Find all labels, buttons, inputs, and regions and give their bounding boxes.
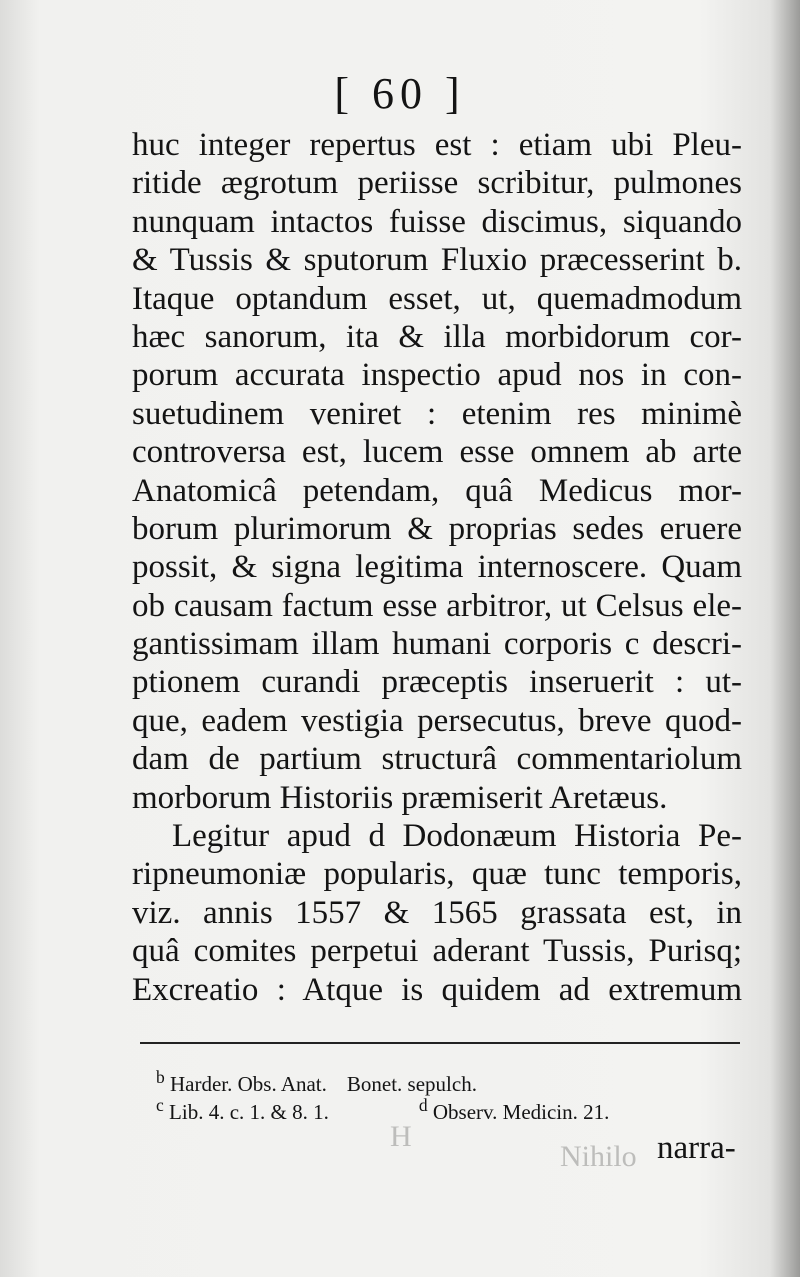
text-line: ritide ægrotum periisse scribitur, pulmones xyxy=(132,165,742,202)
text-line: controversa est, lucem esse omnem ab arte xyxy=(132,434,742,471)
footnote-text: Bonet. sepulch. xyxy=(346,1072,477,1096)
text-line: & Tussis & sputorum Fluxio præcesserint b. xyxy=(132,242,742,279)
page-number: [ 60 ] xyxy=(334,69,466,118)
text-line: gantissimam illam humani corporis c descri- xyxy=(132,626,742,663)
bleed-through-signature: H xyxy=(390,1120,412,1153)
body-text xyxy=(132,126,742,1009)
footnote-text: Lib. 4. c. 1. & 8. 1. xyxy=(169,1100,329,1124)
footnote-text: Harder. Obs. Anat. xyxy=(170,1072,327,1096)
text-line: porum accurata inspectio apud nos in con- xyxy=(132,357,742,394)
text-line: morborum Historiis præmiserit Aretæus. xyxy=(132,779,668,816)
text-line: borum plurimorum & proprias sedes eruere xyxy=(132,510,742,547)
text-line: que, eadem vestigia persecutus, breve quod- xyxy=(132,702,742,739)
text-line: dam de partium structurâ commentariolum xyxy=(132,741,742,778)
text-line: hæc sanorum, ita & illa morbidorum cor- xyxy=(132,318,742,355)
footnote-marker: b xyxy=(156,1067,165,1087)
footnote-rule xyxy=(140,1042,740,1044)
catchword: narra- xyxy=(657,1130,736,1166)
text-line: Itaque optandum esset, ut, quemadmodum xyxy=(132,280,742,317)
footnote-marker: c xyxy=(156,1095,164,1115)
text-line: Excreatio : Atque is quidem ad extremum xyxy=(132,971,742,1008)
text-line: Anatomicâ petendam, quâ Medicus mor- xyxy=(132,472,742,509)
footnote-b xyxy=(156,1063,756,1096)
footnote-text: Observ. Medicin. 21. xyxy=(432,1100,610,1124)
text-line: possit, & signa legitima internoscere. Quam xyxy=(132,549,742,586)
bleed-through-text: Nihilo xyxy=(560,1140,637,1173)
text-line: viz. annis 1557 & 1565 grassata est, in xyxy=(132,894,742,931)
text-line: Legitur apud d Dodonæum Historia Pe- xyxy=(172,818,742,855)
text-line: ptionem curandi præceptis inseruerit : ut- xyxy=(132,664,742,701)
text-line: quâ comites perpetui aderant Tussis, Purisq; xyxy=(132,933,742,970)
footnote-c-d xyxy=(156,1091,756,1124)
text-line: huc integer repertus est : etiam ubi Pleu- xyxy=(132,127,742,163)
text-line: ripneumoniæ popularis, quæ tunc temporis, xyxy=(132,856,742,893)
footnote-marker: d xyxy=(418,1095,428,1115)
footnotes xyxy=(156,1063,756,1124)
text-line: nunquam intactos fuisse discimus, siquando xyxy=(132,203,742,240)
text-line: suetudinem veniret : etenim res minimè xyxy=(132,395,742,432)
text-line: ob causam factum esse arbitror, ut Celsus ele- xyxy=(132,587,742,624)
